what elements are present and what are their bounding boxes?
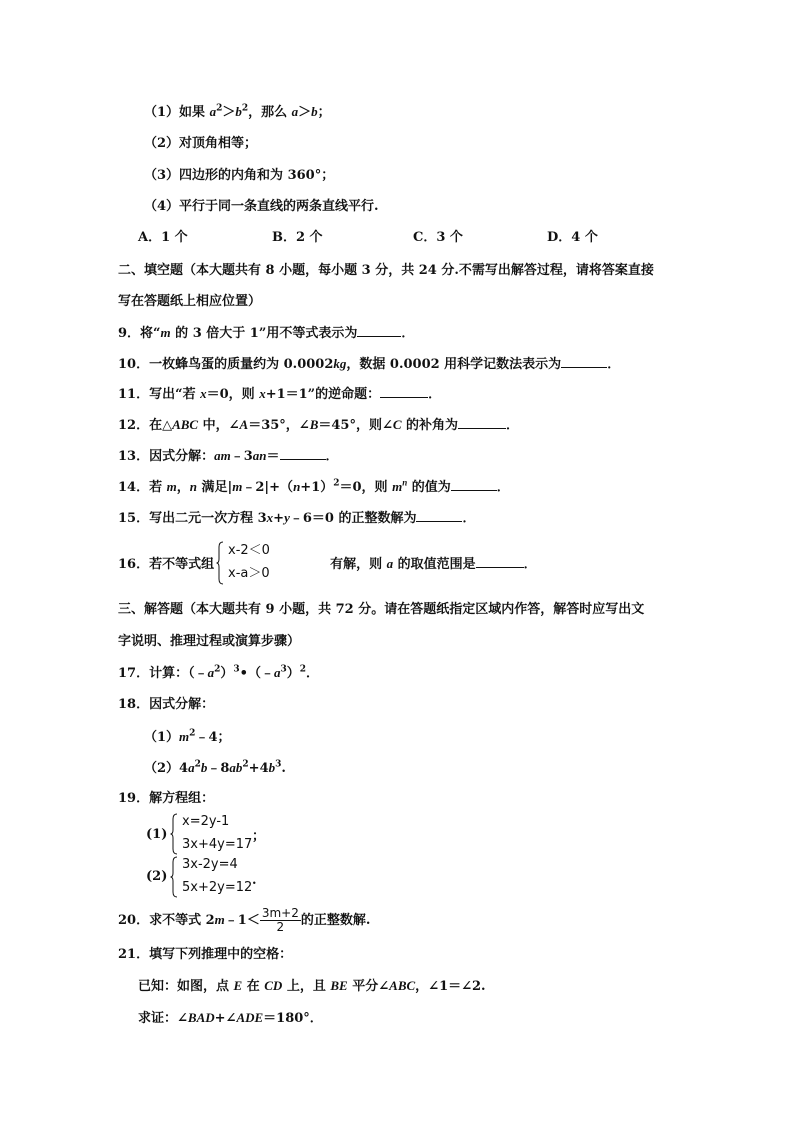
statement-4: （4）平行于同一条直线的两条直线平行.	[144, 199, 379, 214]
statement-3: （3）四边形的内角和为 360°；	[144, 168, 335, 183]
question-21: 21．填写下列推理中的空格：	[118, 947, 293, 962]
answer-blank[interactable]	[458, 416, 506, 429]
question-19-part-1-label: (1)	[146, 827, 168, 842]
question-17: 17．计算：$(﹣a^2)^3•(﹣a^3)^2$．	[118, 664, 320, 681]
question-12: 12．在△ABC 中，∠A＝35°，∠B＝45°，则∠C 的补角为 ．	[118, 417, 520, 433]
option-d: D．4 个	[547, 230, 598, 245]
section-2-heading: 二、填空题（本大题共有 8 小题，每小题 3 分，共 24 分.不需写出解答过程，请将答案直接	[118, 263, 654, 278]
question-18-part-2: $(2)4a^2b﹣8ab^2+4b^3$.	[144, 759, 286, 776]
statement-1: （1）如果 $a^2>b^2$，那么 a＞b；	[144, 103, 331, 120]
section-3-heading-cont: 字说明、推理过程或演算步骤）	[118, 634, 301, 649]
question-9: 9．将“m 的 3 倍大于 1”用不等式表示为 ．	[118, 325, 415, 341]
fraction: $\frac{3m+2}{2}$	[261, 906, 299, 934]
left-brace	[170, 856, 178, 898]
question-20: 20．求不等式 2m﹣1＜ $\frac{3m+2}{2}$ 的正整数解.	[118, 906, 371, 934]
question-19-part-2-label: (2)	[146, 869, 168, 884]
section-3-heading: 三、解答题（本大题共有 9 小题，共 72 分。请在答题纸指定区域内作答，解答时应写出文	[118, 602, 645, 617]
option-a: A．1 个	[138, 230, 188, 245]
inequality-system	[216, 541, 336, 585]
equation-2: 5x+2y=12	[182, 880, 253, 895]
answer-blank[interactable]	[451, 478, 497, 491]
answer-blank[interactable]	[416, 509, 462, 522]
equation-1: 3x-2y=4	[182, 857, 238, 872]
question-14: 14．若 m，n 满足$|m﹣2|+(n+1)^2=0$，则 $m^n$ 的值为 ．	[118, 477, 510, 495]
answer-blank[interactable]	[280, 447, 326, 460]
question-19: 19．解方程组：	[118, 791, 215, 806]
question-21-given: 已知：如图，点 E 在 CD 上，且 BE 平分∠ABC，∠1＝∠2.	[138, 978, 486, 994]
punctuation: .	[252, 873, 257, 888]
question-21-prove: 求证：∠BAD+∠ADE＝180°．	[138, 1010, 323, 1026]
question-13: 13．因式分解：am﹣3an＝ ．	[118, 448, 339, 464]
question-11: 11．写出“若 x＝0，则 x+1＝1”的逆命题： ．	[118, 386, 442, 402]
statement-2: （2）对顶角相等；	[144, 136, 258, 151]
answer-blank[interactable]	[561, 355, 607, 368]
question-18: 18．因式分解：	[118, 697, 215, 712]
equation-1: x=2y-1	[182, 814, 230, 829]
answer-blank[interactable]	[380, 385, 428, 398]
answer-blank[interactable]	[476, 555, 524, 568]
inequality-2: x-a＞0	[228, 566, 270, 581]
section-2-heading-cont: 写在答题纸上相应位置）	[118, 294, 262, 309]
question-16: 16．若不等式组 有解，则 a 的取值范围是 ．	[118, 556, 537, 572]
equation-system-2	[170, 856, 280, 898]
left-brace	[170, 813, 178, 855]
option-c: C．3 个	[413, 230, 463, 245]
option-b: B．2 个	[272, 230, 323, 245]
inequality-1: x-2＜0	[228, 543, 270, 558]
punctuation: ；	[252, 829, 266, 844]
answer-blank[interactable]	[357, 324, 401, 337]
equation-2: 3x+4y=17	[182, 837, 253, 852]
question-10: 10．一枚蜂鸟蛋的质量约为 0.0002kg，数据 0.0002 用科学记数法表示为 ．	[118, 356, 621, 372]
question-18-part-1: $(1)m^2﹣4$；	[144, 728, 231, 745]
question-15: 15．写出二元一次方程 3x+y﹣6＝0 的正整数解为 ．	[118, 510, 476, 526]
left-brace	[216, 541, 224, 585]
